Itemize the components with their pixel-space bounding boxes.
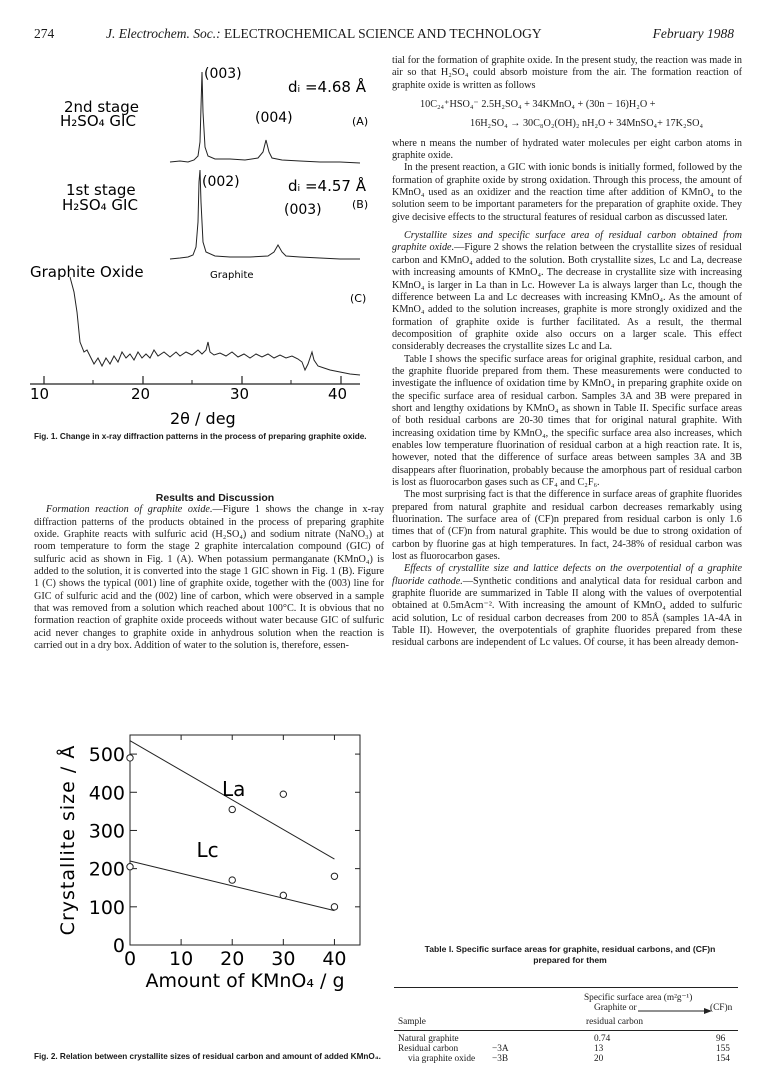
table-cell-sample: Natural graphite xyxy=(398,1034,459,1044)
right-paragraph-2: where n means the number of hydrated water molecules per eight carbon atoms in graphite oxide. xyxy=(392,137,742,162)
label-peak-002-b: (002) xyxy=(202,174,240,190)
x-tick-label: 30 xyxy=(271,948,296,970)
xrd-tick-label-10: 10 xyxy=(30,385,50,403)
xrd-tick-label-40: 40 xyxy=(328,385,348,403)
series-label-la: La xyxy=(222,777,246,802)
data-point-lc xyxy=(280,892,286,898)
x-tick-label: 10 xyxy=(169,948,194,970)
x-tick-label: 20 xyxy=(220,948,245,970)
xrd-tick-label-30: 30 xyxy=(230,385,250,403)
figure-2-chart xyxy=(30,715,390,995)
table-cell-carbon: 13 xyxy=(594,1044,604,1054)
y-tick-label: 400 xyxy=(88,782,125,805)
y-tick-label: 500 xyxy=(88,744,125,767)
table-head-main: Specific surface area (m²g⁻¹) xyxy=(584,993,693,1003)
y-axis-label: Crystallite size / Å xyxy=(57,744,79,936)
table-cell-sample: via graphite oxide xyxy=(408,1054,476,1064)
section-heading: Results and Discussion xyxy=(155,492,275,504)
label-d-a: dᵢ =4.68 Å xyxy=(288,78,366,96)
x-tick-label: 0 xyxy=(123,948,137,970)
table-cell-carbon: 20 xyxy=(594,1054,604,1064)
table-head-cf: (CF)n xyxy=(710,1003,733,1013)
y-tick-label: 300 xyxy=(88,820,125,843)
table-cell-tag: −3A xyxy=(492,1044,509,1054)
subsection-lead: Effects of crystallite size and lattice defects on the overpotential of a graphite fluoride cathode. xyxy=(392,563,742,587)
table-rule-top xyxy=(394,987,738,988)
data-point-lc xyxy=(229,877,235,883)
left-paragraph-1 xyxy=(34,504,384,652)
table-head-sample: Sample xyxy=(398,1017,426,1027)
y-tick-label: 100 xyxy=(88,896,125,919)
xrd-tick-label-20: 20 xyxy=(131,385,151,403)
running-header xyxy=(34,26,734,46)
table-cell-cf: 96 xyxy=(716,1034,726,1044)
page-number: 274 xyxy=(34,26,55,41)
table-cell-carbon: 0.74 xyxy=(594,1034,611,1044)
table-head-residual: residual carbon xyxy=(586,1017,644,1027)
right-column-text xyxy=(392,55,742,650)
label-panel-b: (B) xyxy=(352,198,369,211)
table-cell-cf: 155 xyxy=(716,1044,730,1054)
right-paragraph-5: Table I shows the specific surface areas for original graphite, residual carbon, and the graphite fluoride prepared from them. These measurements were conducted to investigate the influence of oxidation time by KMnO₄ in preparing graphite oxide on the specific surface area of residual carbon. Samples 3A and 3B were prepared in short and lengthy oxidations by KMnO₄ as shown in Table II. Specific surface areas of both residual carbons are 20-30 times that for original natural graphite. With increasing oxidation time by KMnO₄, the specific surface area also increases, which enables low temperature fluorination of residual carbon at a high reaction rate. It is, however, noted that the difference of surface areas between samples 3A and 3B disappears after fluorination, probably because the amorphous part of residual carbon is lost as fluorocarbon gases such as CF₄ and C₂F₆. xyxy=(392,353,742,488)
right-paragraph-6: The most surprising fact is that the difference in surface areas of graphite fluorides prepared from natural graphite and residual carbon decreases remarkably using fluorination. The surface area of (CF)n prepared from residual carbon is only 1.6 times that of (CF)n from natural graphite. This would be due to strong oxidation of carbon by fluorine gas at high temperatures. In fact, 24-38% of residual carbon was lost as fluorocarbon gases. xyxy=(392,489,742,563)
xrd-x-axis-label: 2θ / deg xyxy=(170,409,236,428)
table-head-graphite: Graphite or xyxy=(594,1003,637,1013)
right-paragraph-7 xyxy=(392,563,742,649)
table-cell-tag: −3B xyxy=(492,1054,509,1064)
label-2nd-stage: 2nd stage xyxy=(64,98,139,116)
journal-title xyxy=(106,26,542,42)
data-point-la xyxy=(280,791,286,797)
plot-frame xyxy=(130,735,360,945)
table-cell-cf: 154 xyxy=(716,1054,730,1064)
data-point-la xyxy=(331,873,337,879)
label-2nd-stage-gic: H₂SO₄ GIC xyxy=(60,112,136,130)
label-peak-003-a: (003) xyxy=(204,66,242,82)
data-point-lc xyxy=(331,904,337,910)
label-panel-c: (C) xyxy=(350,292,367,305)
subsection-lead: Formation reaction of graphite oxide. xyxy=(46,504,213,516)
series-label-lc: Lc xyxy=(196,838,219,863)
right-paragraph-1: tial for the formation of graphite oxide. In the present study, the reaction was made in air so that H₂SO₄ could absorb moisture from the air. The formation reaction of graphite oxide is written as follows xyxy=(392,55,742,91)
figure-1-xrd xyxy=(30,52,390,432)
figure-2-caption: Fig. 2. Relation between crystallite sizes of residual carbon and amount of added KMnO₄. xyxy=(34,1052,381,1061)
x-tick-label: 40 xyxy=(322,948,347,970)
data-point-lc xyxy=(127,864,133,870)
label-graphite-peak: Graphite xyxy=(210,270,254,281)
x-axis-label: Amount of KMnO₄ / g xyxy=(145,970,345,992)
data-point-la xyxy=(229,806,235,812)
arrow-icon xyxy=(634,1007,714,1015)
equation-line-1: 10C₂₄⁺HSO₄⁻ 2.5H₂SO₄ + 34KMnO₄ + (30n − 16)H₂O + xyxy=(420,99,656,111)
label-d-b: dᵢ =4.57 Å xyxy=(288,177,366,195)
figure-1-caption: Fig. 1. Change in x-ray diffraction patterns in the process of preparing graphite oxide. xyxy=(34,432,367,441)
right-paragraph-3: In the present reaction, a GIC with ionic bonds is initially formed, followed by the formation of graphite oxide by strong oxidation. Through this process, the amount of KMnO₄ used as an oxidizer and the reaction time after addition of KMnO₄ to the solution seem to be important parameters for the preparation of graphite oxide. They give decisive effects to the structural features of residual carbon as discussed later. xyxy=(392,162,742,223)
label-peak-004: (004) xyxy=(255,110,293,126)
journal-section: ELECTROCHEMICAL SCIENCE AND TECHNOLOGY xyxy=(223,26,542,41)
y-tick-label: 0 xyxy=(112,935,125,957)
issue-date: February 1988 xyxy=(652,26,734,41)
data-point-la xyxy=(127,755,133,761)
trend-line-lc xyxy=(130,861,334,911)
paragraph-body: —Figure 2 shows the relation between the crystallite sizes of residual carbon and KMnO₄ added to the solution. Both crystallite sizes, Lc and La, decrease with increasing amounts of KMnO₄. The decrease in crystallite size with increasing KMnO₄ is larger in La than in Lc. However La is always larger than Lc, though the difference between La and Lc decreases with increasing KMnO₄. As the amount of KMnO₄ added to the solution increases, graphite is more strongly oxidized and the formation of graphite oxide is further facilitated. As a result, the thermal decomposition of graphite oxide also occurs on a larger scale. This effect considerably decreases the crystallite sizes Lc and La. xyxy=(392,242,742,353)
equation-line-2: 16H₂SO₄ → 30C₈O₂(OH)₂ nH₂O + 34MnSO₄+ 17K₂SO₄ xyxy=(470,118,704,130)
table-rule-mid xyxy=(394,1030,738,1031)
label-1st-stage-gic: H₂SO₄ GIC xyxy=(62,196,138,214)
xrd-trace-c xyxy=(70,277,360,375)
y-tick-label: 200 xyxy=(88,858,125,881)
subsection-lead: Crystallite sizes and specific surface area of residual carbon obtained from graphite oxide. xyxy=(392,230,742,254)
journal-abbrev: J. Electrochem. Soc.: xyxy=(106,26,221,41)
label-panel-a: (A) xyxy=(352,115,369,128)
left-column-text xyxy=(34,492,384,652)
label-graphite-oxide: Graphite Oxide xyxy=(30,263,144,281)
label-peak-003-b: (003) xyxy=(284,202,322,218)
paragraph-body: —Figure 1 shows the change in x-ray diffraction patterns of the products obtained in the process of preparing graphite oxide. Graphite reacts with sulfuric acid (H₂SO₄) and sodium nitrate (NaNO₃) at room temperature to form the stage 2 graphite intercalation compound (GIC) of sulfuric acid as shown in Fig. 1 (A). When potassium permanganate (KMnO₄) is added to the solution, it is converted into the stage 1 GIC shown in Fig. 1 (B). Figure 1 (C) shows the typical (001) line of graphite oxide, together with the (003) line for GIC of sulfuric acid and the (002) line of carbon, which were observed in a sample that was removed from a solution which reached about 100°C. It is obvious that no formation reaction of graphite oxide proceeds without water because GIC of sulfuric acid never changes to graphite oxide in anhydrous solution when the reaction is carried out in a dry box. Addition of water to the solution is, therefore, essen- xyxy=(34,504,384,652)
table-1-caption: Table I. Specific surface areas for graphite, residual carbons, and (CF)n prepared for them xyxy=(424,944,716,965)
label-1st-stage: 1st stage xyxy=(66,181,136,199)
table-cell-sample: Residual carbon xyxy=(398,1044,459,1054)
right-paragraph-4 xyxy=(392,230,742,353)
paragraph-body: —Synthetic conditions and analytical data for residual carbon and graphite fluoride are summarized in Table II along with the values of overpotential obtained at 0.5mAcm⁻². With increasing the amount of KMnO₄ added to sulfuric acid solution, Lc of residual carbon decreases from 200 to 85Å (samples 1A-4A in Table II). However, the overpotentials of graphite fluorides prepared from these residual carbons are independent of Lc values. Of course, it has been already demon- xyxy=(392,575,742,649)
